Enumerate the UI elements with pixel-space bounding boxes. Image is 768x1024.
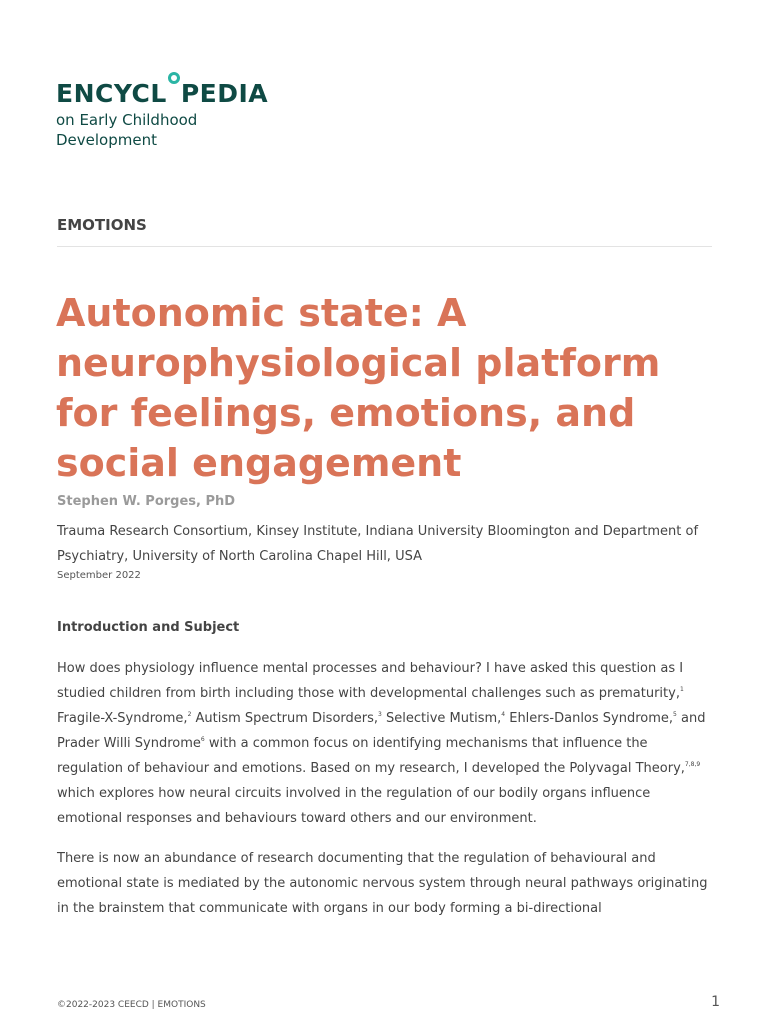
- para-text: and Prader Willi Syndrome: [57, 711, 706, 751]
- para-text: with a common focus on identifying mechanisms that influence the regulation of behaviour and emotions. Based on my research, I developed the Polyvagal Theory,: [57, 736, 685, 776]
- citation-ref[interactable]: 4: [501, 711, 506, 718]
- logo-text-start: ENCYCL: [56, 79, 167, 108]
- footer-copyright: ©2022-2023 CEECD | EMOTIONS: [57, 1000, 206, 1010]
- para-text: Autism Spectrum Disorders,: [191, 711, 379, 726]
- logo-wordmark: [56, 78, 268, 110]
- logo-ring-icon: [168, 72, 180, 84]
- article-title: Autonomic state: A neurophysiological platform for feelings, emotions, and social engagement: [56, 291, 661, 485]
- author-affiliation: Trauma Research Consortium, Kinsey Institute, Indiana University Bloomington and Department of Psychiatry, University of North Carolina Chapel Hill, USA: [57, 524, 699, 564]
- intro-paragraph-2: There is now an abundance of research documenting that the regulation of behavioural and emotional state is mediated by the autonomic nervous system through neural pathways originating in the brainstem that communicate with organs in our body forming a bi-directional: [57, 851, 708, 916]
- publication-date: September 2022: [57, 570, 141, 581]
- para-text: Ehlers-Danlos Syndrome,: [505, 711, 674, 726]
- para-text: Selective Mutism,: [381, 711, 502, 726]
- para-text: How does physiology influence mental processes and behaviour? I have asked this question as I studied children from birth including those with developmental challenges such as prematurity,: [57, 661, 684, 701]
- logo-subtitle-line-1: on Early Childhood: [56, 111, 198, 129]
- article-author: Stephen W. Porges, PhD: [57, 494, 236, 509]
- logo-text-end: PEDIA: [180, 79, 269, 108]
- section-label: EMOTIONS: [57, 216, 712, 247]
- encyclopedia-logo: [56, 78, 268, 150]
- para-text: Fragile-X-Syndrome,: [57, 711, 188, 726]
- citation-ref[interactable]: 6: [200, 736, 205, 743]
- logo-subtitle-line-2: Development: [56, 131, 157, 149]
- citation-ref[interactable]: 7,8,9: [684, 761, 701, 768]
- page-number: 1: [711, 994, 720, 1010]
- citation-ref[interactable]: 3: [378, 711, 382, 718]
- citation-ref[interactable]: 2: [187, 711, 192, 718]
- citation-ref[interactable]: 5: [673, 711, 677, 718]
- section-heading: Introduction and Subject: [57, 620, 240, 635]
- citation-ref[interactable]: 1: [679, 686, 684, 693]
- para-text: which explores how neural circuits involved in the regulation of our bodily organs influence emotional responses and behaviours toward others and our environment.: [57, 786, 651, 826]
- intro-paragraph-1: [57, 656, 717, 831]
